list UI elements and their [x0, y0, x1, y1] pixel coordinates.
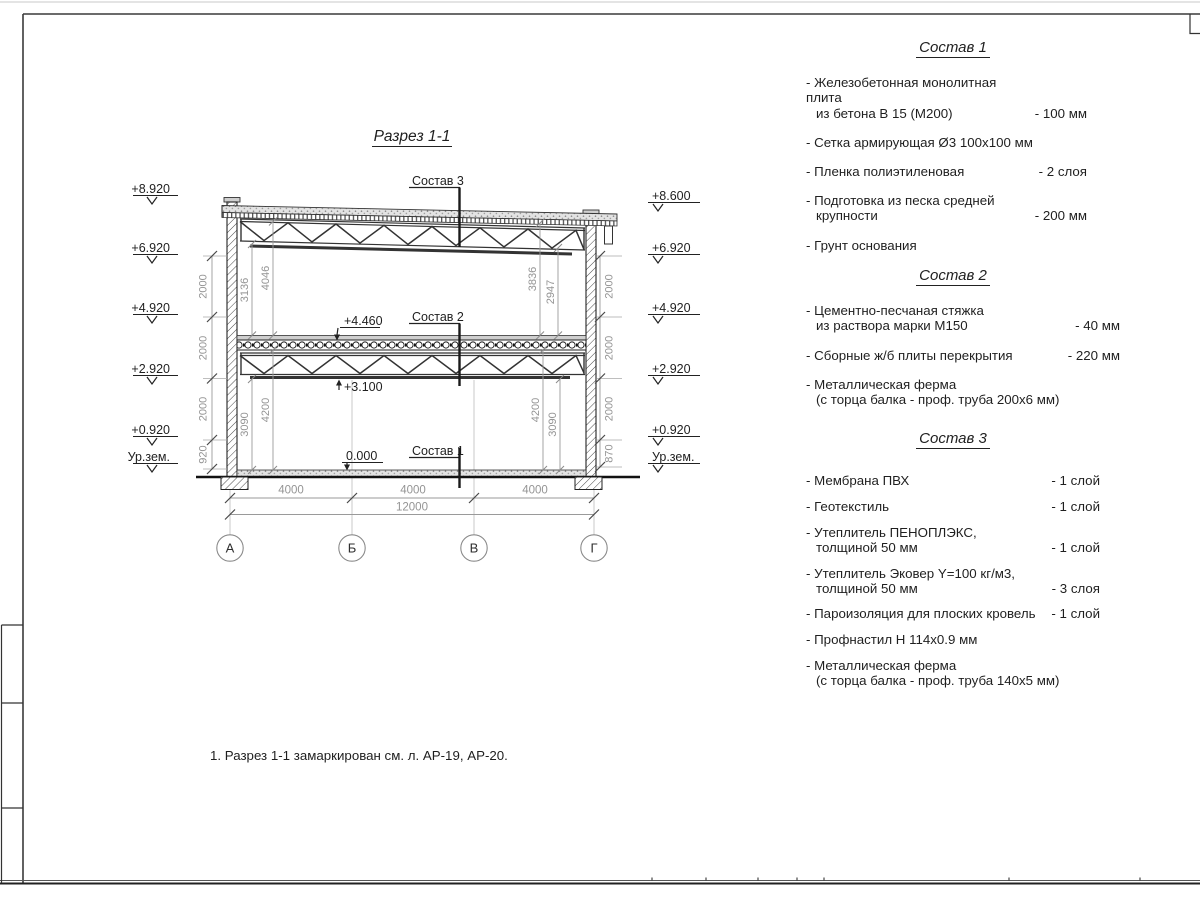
spec-heading-text: Состав 1 — [916, 39, 990, 58]
dim-label: 2000 — [603, 396, 616, 422]
spec-item — [806, 566, 1100, 596]
elevation-mark — [131, 241, 178, 263]
spec-item-text — [806, 238, 917, 253]
elevation-mark — [648, 189, 700, 211]
dim-chain-right — [595, 251, 622, 472]
sostav3-callout: Состав 3 — [412, 174, 464, 188]
elevation-label: +4.920 — [652, 301, 691, 315]
elevation-label: +2.920 — [652, 362, 691, 376]
spec-item — [806, 499, 1100, 514]
mid-floor — [237, 336, 586, 351]
spec-item-text — [806, 606, 1036, 621]
sheet-note: 1. Разрез 1-1 замаркирован см. л. АР-19, АР-20. — [210, 748, 508, 763]
drawing-title-text: Разрез 1-1 — [373, 128, 451, 145]
elevation-label: +0.920 — [131, 423, 170, 437]
spec-value: - 220 мм — [1067, 347, 1120, 363]
spec-item — [806, 525, 1100, 555]
dim-label: 2947 — [545, 279, 557, 305]
spec-item-text — [806, 658, 1059, 688]
spec-line: - Металлическая ферма — [806, 376, 957, 392]
spec-value: - 1 слой — [1051, 539, 1100, 555]
spec-line: - Профнастил Н 114х0.9 мм — [806, 632, 978, 648]
spec-item — [806, 238, 1087, 253]
spec-line: - Сетка армирующая Ø3 100х100 мм — [806, 134, 1033, 150]
spec-line: из бетона В 15 (М200) — [816, 105, 953, 121]
spec-value: - 200 мм — [1034, 208, 1087, 224]
spec-line: - Утеплитель ПЕНОПЛЭКС, — [806, 524, 977, 540]
spec-heading — [806, 40, 1100, 55]
spec-item-text — [806, 193, 995, 223]
spec-line: - Подготовка из песка средней — [806, 193, 995, 209]
axis-bubbles — [217, 535, 607, 561]
dim-total-label: 12000 — [396, 501, 428, 514]
spec-line: толщиной 50 мм — [816, 539, 918, 555]
dim-label: 3090 — [547, 412, 559, 437]
dim-label: 3836 — [527, 266, 539, 292]
elevation-mark — [131, 423, 178, 445]
spec-value: - 2 слоя — [1038, 164, 1087, 180]
spec-value: - 1 слой — [1051, 606, 1100, 622]
elevation-label: +0.920 — [652, 423, 691, 437]
spec-block-sostav-3 — [806, 431, 1100, 688]
spec-item — [806, 606, 1100, 621]
roof-assembly — [222, 206, 617, 245]
dim-label: 2000 — [603, 274, 616, 299]
elevation-label: +6.920 — [131, 241, 170, 255]
elevation-mark — [648, 301, 700, 323]
elevation-label: +8.600 — [652, 189, 691, 203]
spec-line: (с торца балка - проф. труба 200х6 мм) — [816, 392, 1060, 408]
spec-line: - Металлическая ферма — [806, 657, 957, 673]
elevation-mark — [131, 362, 178, 384]
spec-line: - Мембрана ПВХ — [806, 473, 910, 489]
spec-heading-text: Состав 3 — [916, 430, 990, 449]
elevation-marks-left — [128, 182, 178, 472]
spec-item-text — [806, 135, 1033, 150]
spec-value: - 3 слоя — [1051, 580, 1100, 596]
spec-item — [806, 193, 1087, 223]
dim-label: 4200 — [530, 397, 542, 423]
spec-line: крупности — [816, 208, 878, 224]
dim-label: 2000 — [603, 335, 616, 361]
spec-item-text — [806, 303, 984, 333]
ground-level-label: Ур.зем. — [127, 450, 170, 464]
spec-item — [806, 164, 1087, 179]
elevation-mark — [648, 450, 700, 472]
elevation-mark — [648, 362, 700, 384]
dim-label: 920 — [197, 445, 210, 464]
spec-item-text — [806, 566, 1015, 596]
dim-label: 3090 — [239, 412, 251, 437]
elevation-mark — [648, 241, 700, 263]
sostav2-callout: Состав 2 — [412, 310, 464, 324]
dim-label: 2000 — [197, 274, 210, 299]
axis-label: А — [225, 540, 235, 556]
dim-chain-left — [198, 251, 228, 474]
spec-value: - 100 мм — [1034, 105, 1087, 121]
spec-line: из раствора марки М150 — [816, 318, 968, 334]
spec-heading — [806, 268, 1100, 283]
level-label: 0.000 — [346, 449, 378, 463]
spec-item — [806, 658, 1100, 688]
spec-item — [806, 135, 1087, 150]
spec-item-text — [806, 499, 889, 514]
spec-heading-text: Состав 2 — [916, 267, 990, 286]
spec-item-text — [806, 473, 909, 488]
drawing-title — [366, 128, 458, 146]
spec-value: - 1 слой — [1051, 473, 1100, 489]
axis-label: Г — [590, 540, 598, 556]
spec-item-text — [806, 75, 1027, 121]
level-label: +3.100 — [344, 380, 383, 394]
elevation-label: +6.920 — [652, 241, 691, 255]
spec-item-text — [806, 525, 977, 555]
elevation-marks-right — [648, 189, 700, 472]
elevation-mark — [131, 182, 178, 204]
dim-label: 2000 — [197, 396, 210, 422]
spec-item-text — [806, 348, 1013, 363]
dim-label: 2000 — [197, 335, 210, 361]
mid-truss — [240, 353, 585, 378]
elevation-label: +4.920 — [131, 301, 170, 315]
dim-label: 4000 — [400, 484, 426, 497]
spec-heading — [806, 431, 1100, 446]
spec-block-sostav-1 — [806, 40, 1087, 253]
elevation-mark — [648, 423, 700, 445]
elevation-label: +2.920 — [131, 362, 170, 376]
spec-line: - Сборные ж/б плиты перекрытия — [806, 347, 1013, 363]
spec-line: - Утеплитель Эковер Y=100 кг/м3, — [806, 565, 1015, 581]
dim-label: 4046 — [260, 265, 272, 291]
spec-item-text — [806, 632, 977, 647]
axis-label: В — [469, 540, 479, 556]
spec-line: - Геотекстиль — [806, 498, 890, 514]
spec-line: - Цементно-песчаная стяжка — [806, 303, 984, 319]
spec-item — [806, 632, 1100, 647]
spec-line: толщиной 50 мм — [816, 580, 918, 596]
spec-item — [806, 348, 1120, 363]
dim-label: 3136 — [239, 277, 251, 303]
sostav1-callout: Состав 1 — [412, 444, 464, 458]
spec-line: - Пароизоляция для плоских кровель — [806, 606, 1036, 622]
spec-value: - 40 мм — [1075, 318, 1120, 334]
elevation-mark — [128, 450, 178, 472]
spec-item-text — [806, 164, 964, 179]
spec-value: - 1 слой — [1051, 498, 1100, 514]
dim-label: 870 — [603, 444, 616, 463]
spec-item — [806, 377, 1120, 407]
spec-line: - Грунт основания — [806, 237, 917, 253]
spec-item — [806, 303, 1120, 333]
dim-label: 4200 — [260, 397, 272, 423]
spec-line: - Железобетонная монолитная плита — [806, 75, 997, 106]
elevation-label: +8.920 — [131, 182, 170, 196]
spec-line: - Пленка полиэтиленовая — [806, 164, 965, 180]
spec-item — [806, 75, 1087, 121]
axis-label: Б — [347, 540, 357, 556]
dim-label: 4000 — [278, 484, 304, 497]
ground-level-label: Ур.зем. — [652, 450, 695, 464]
spec-line: (с торца балка - проф. труба 140х5 мм) — [816, 673, 1060, 689]
spec-block-sostav-2 — [806, 268, 1120, 407]
spec-item — [806, 473, 1100, 488]
level-label: +4.460 — [344, 314, 383, 328]
spec-item-text — [806, 377, 1059, 407]
elevation-mark — [131, 301, 178, 323]
bottom-dims — [225, 485, 599, 520]
dim-label: 4000 — [522, 484, 548, 497]
